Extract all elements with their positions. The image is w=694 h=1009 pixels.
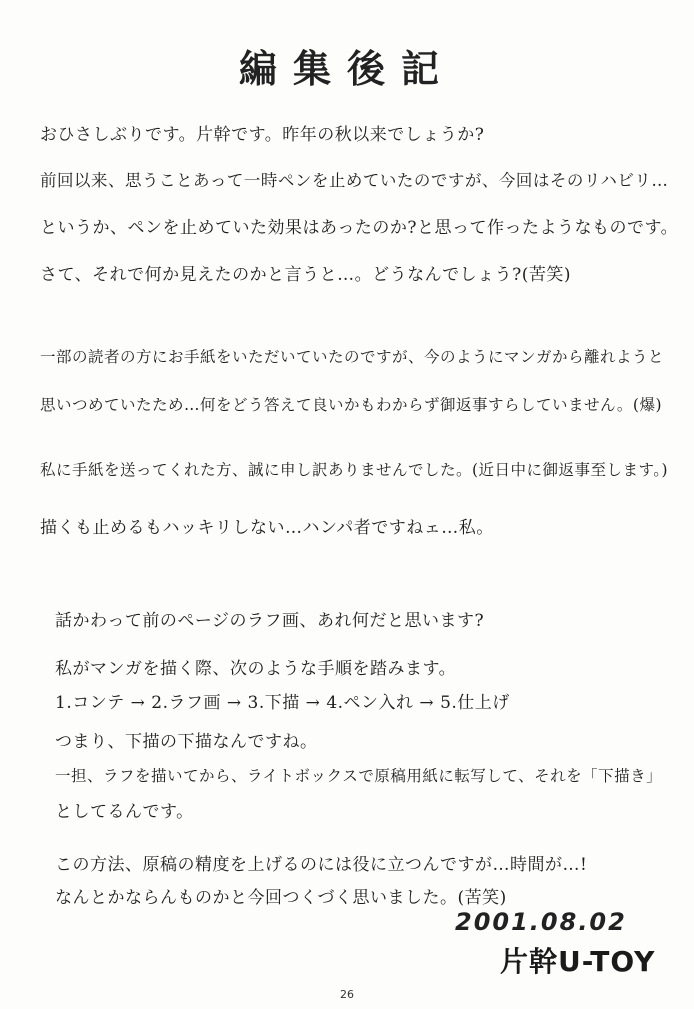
text-line: 1.コンテ → 2.ラフ画 → 3.下描 → 4.ペン入れ → 5.仕上げ	[55, 693, 510, 713]
text-line: 描くも止めるもハッキリしない…ハンパ者ですねェ…私。	[40, 518, 494, 538]
text-line: というか、ペンを止めていた効果はあったのか?と思って作ったようなものです。	[40, 218, 679, 238]
date: 2001.08.02	[455, 908, 627, 936]
text-line: 私がマンガを描く際、次のような手順を踏みます。	[55, 659, 457, 679]
text-line: 私に手紙を送ってくれた方、誠に申し訳ありませんでした。(近日中に御返事至します。)	[40, 461, 669, 479]
page-title: 編集後記	[238, 47, 455, 91]
text-line: 一担、ラフを描いてから、ライトボックスで原稿用紙に転写して、それを「下描き」	[55, 767, 663, 785]
text-line: つまり、下描の下描なんですね。	[55, 732, 318, 752]
text-line: 思いつめていたため…何をどう答えて良いかもわからず御返事すらしていません。(爆)	[40, 396, 663, 414]
page-number: 26	[340, 988, 354, 1001]
text-line: としてるんです。	[55, 802, 194, 822]
text-line: なんとかならんものかと今回つくづく思いました。(苦笑)	[55, 888, 507, 908]
text-line: この方法、原稿の精度を上げるのには役に立つんですが…時間が…!	[55, 855, 588, 875]
text-line: 前回以来、思うことあって一時ペンを止めていたのですが、今回はそのリハビリ…	[40, 171, 669, 190]
text-line: 一部の読者の方にお手紙をいただいていたのですが、今のようにマンガから離れようと	[40, 348, 665, 366]
text-line: さて、それで何か見えたのかと言うと…。どうなんでしょう?(苦笑)	[40, 265, 572, 285]
text-line: おひさしぶりです。片幹です。昨年の秋以来でしょうか?	[40, 125, 485, 145]
signature: 片幹U-TOY	[500, 945, 656, 978]
text-line: 話かわって前のページのラフ画、あれ何だと思います?	[55, 611, 485, 631]
